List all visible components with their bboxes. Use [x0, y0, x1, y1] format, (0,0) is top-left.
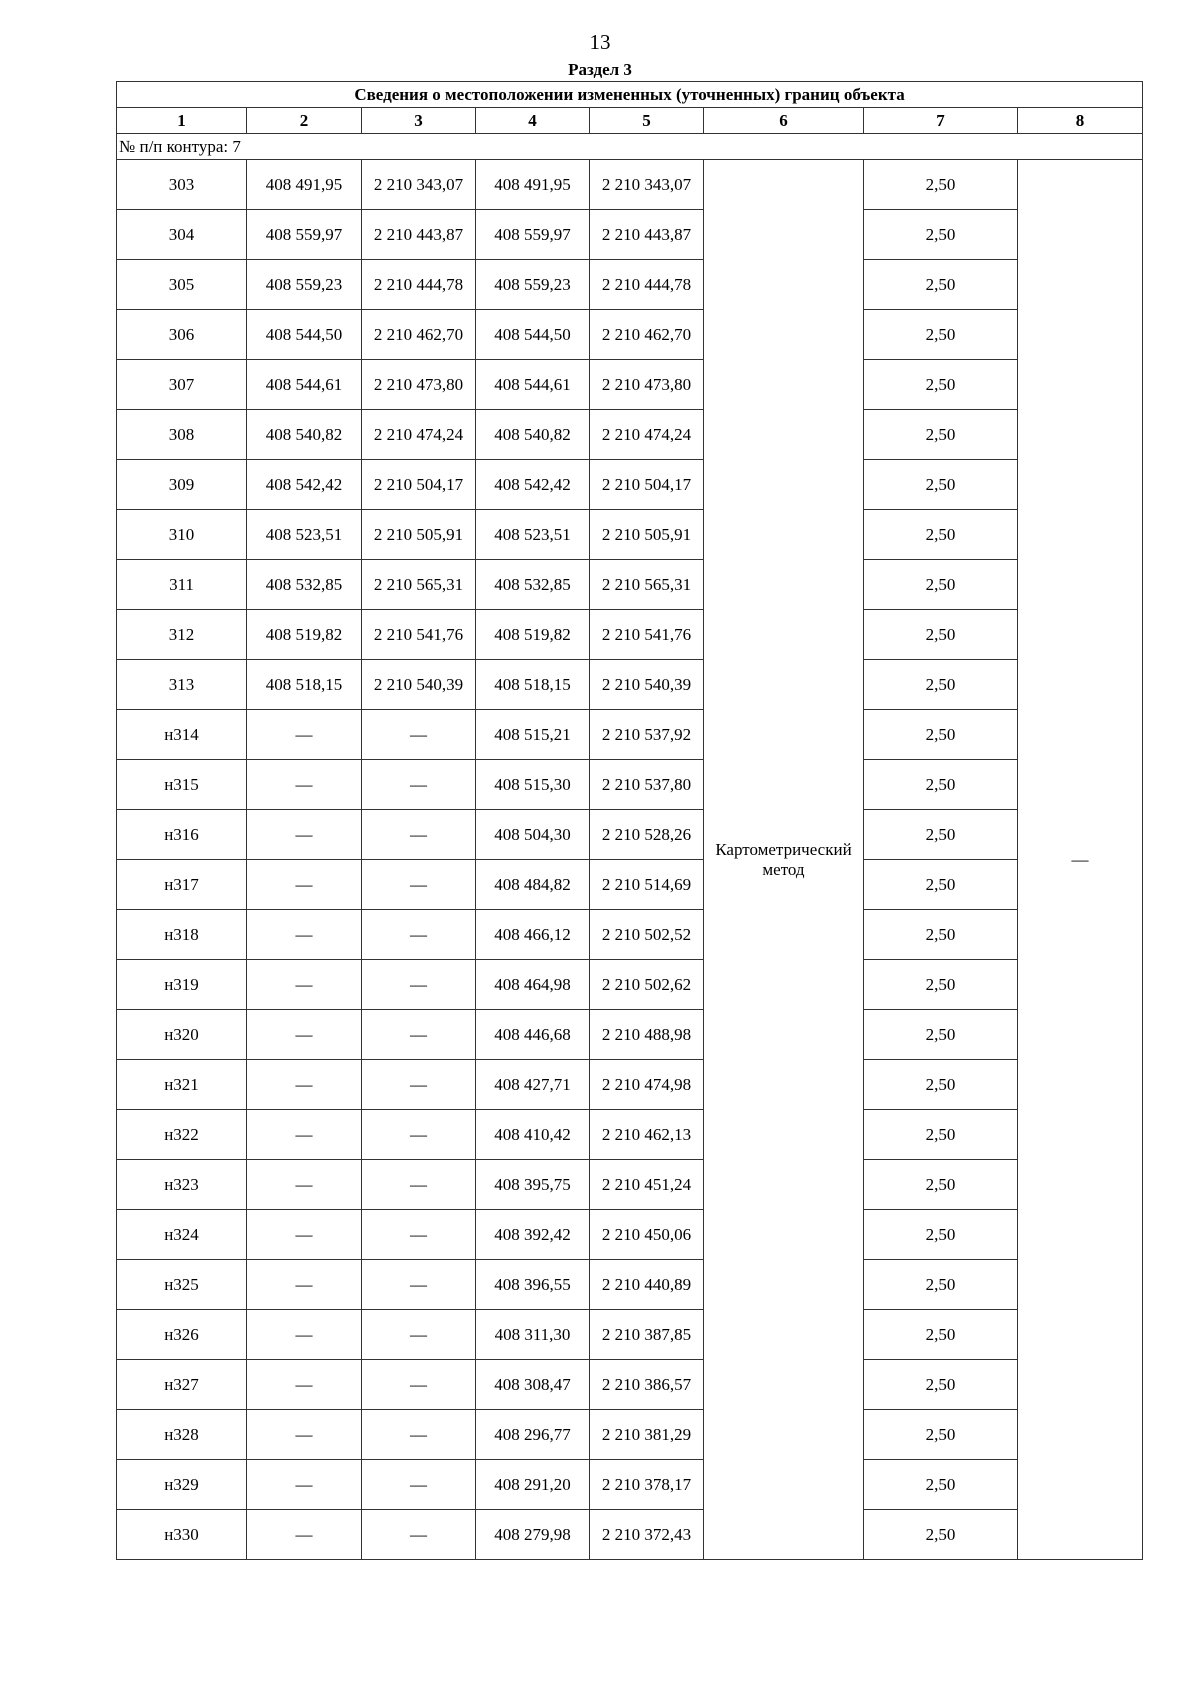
new-x: 408 559,23	[476, 260, 590, 310]
accuracy: 2,50	[864, 510, 1018, 560]
new-x: 408 296,77	[476, 1410, 590, 1460]
new-y: 2 210 528,26	[590, 810, 704, 860]
table-row	[117, 1260, 1143, 1310]
new-x: 408 544,61	[476, 360, 590, 410]
new-x: 408 396,55	[476, 1260, 590, 1310]
accuracy: 2,50	[864, 1210, 1018, 1260]
old-x: —	[247, 1410, 362, 1460]
new-y: 2 210 504,17	[590, 460, 704, 510]
old-y: —	[362, 1510, 476, 1560]
column-header: 2	[247, 108, 362, 134]
point-number: 309	[117, 460, 247, 510]
accuracy: 2,50	[864, 760, 1018, 810]
old-y: —	[362, 960, 476, 1010]
new-y: 2 210 440,89	[590, 1260, 704, 1310]
old-x: 408 559,23	[247, 260, 362, 310]
point-number: 305	[117, 260, 247, 310]
old-y: —	[362, 860, 476, 910]
old-x: 408 491,95	[247, 160, 362, 210]
old-y: —	[362, 1410, 476, 1460]
point-number: н321	[117, 1060, 247, 1110]
point-number: н319	[117, 960, 247, 1010]
new-y: 2 210 474,98	[590, 1060, 704, 1110]
accuracy: 2,50	[864, 560, 1018, 610]
old-y: —	[362, 1210, 476, 1260]
old-y: 2 210 462,70	[362, 310, 476, 360]
new-x: 408 427,71	[476, 1060, 590, 1110]
old-x: —	[247, 910, 362, 960]
column-header: 8	[1018, 108, 1143, 134]
new-x: 408 542,42	[476, 460, 590, 510]
table-row	[117, 410, 1143, 460]
table-row	[117, 1410, 1143, 1460]
accuracy: 2,50	[864, 1260, 1018, 1310]
point-number: 313	[117, 660, 247, 710]
point-number: н326	[117, 1310, 247, 1360]
point-number: н320	[117, 1010, 247, 1060]
point-number: 312	[117, 610, 247, 660]
new-x: 408 308,47	[476, 1360, 590, 1410]
table-row	[117, 510, 1143, 560]
old-y: 2 210 444,78	[362, 260, 476, 310]
new-y: 2 210 387,85	[590, 1310, 704, 1360]
old-y: —	[362, 710, 476, 760]
table-row	[117, 1110, 1143, 1160]
old-x: 408 519,82	[247, 610, 362, 660]
new-x: 408 519,82	[476, 610, 590, 660]
column-header: 3	[362, 108, 476, 134]
new-y: 2 210 343,07	[590, 160, 704, 210]
col8-cell: —	[1018, 160, 1143, 1560]
table-row	[117, 210, 1143, 260]
table-row	[117, 660, 1143, 710]
accuracy: 2,50	[864, 1160, 1018, 1210]
new-x: 408 540,82	[476, 410, 590, 460]
accuracy: 2,50	[864, 1010, 1018, 1060]
point-number: н316	[117, 810, 247, 860]
new-y: 2 210 565,31	[590, 560, 704, 610]
old-y: 2 210 343,07	[362, 160, 476, 210]
old-x: —	[247, 1360, 362, 1410]
old-y: —	[362, 1460, 476, 1510]
new-x: 408 484,82	[476, 860, 590, 910]
old-x: —	[247, 1510, 362, 1560]
column-header: 6	[704, 108, 864, 134]
old-y: —	[362, 1160, 476, 1210]
new-y: 2 210 462,13	[590, 1110, 704, 1160]
table-row	[117, 860, 1143, 910]
old-x: —	[247, 1110, 362, 1160]
new-y: 2 210 443,87	[590, 210, 704, 260]
table-row	[117, 1510, 1143, 1560]
new-y: 2 210 537,92	[590, 710, 704, 760]
new-x: 408 518,15	[476, 660, 590, 710]
new-x: 408 395,75	[476, 1160, 590, 1210]
new-y: 2 210 372,43	[590, 1510, 704, 1560]
accuracy: 2,50	[864, 910, 1018, 960]
old-x: 408 544,61	[247, 360, 362, 410]
column-header: 5	[590, 108, 704, 134]
page-number: 13	[589, 30, 611, 54]
new-x: 408 464,98	[476, 960, 590, 1010]
accuracy: 2,50	[864, 210, 1018, 260]
column-header-row	[117, 108, 1143, 134]
new-x: 408 392,42	[476, 1210, 590, 1260]
old-x: —	[247, 1010, 362, 1060]
new-y: 2 210 444,78	[590, 260, 704, 310]
old-x: —	[247, 1060, 362, 1110]
old-y: —	[362, 1110, 476, 1160]
point-number: н317	[117, 860, 247, 910]
accuracy: 2,50	[864, 410, 1018, 460]
new-x: 408 532,85	[476, 560, 590, 610]
new-x: 408 523,51	[476, 510, 590, 560]
old-x: —	[247, 1460, 362, 1510]
new-x: 408 311,30	[476, 1310, 590, 1360]
accuracy: 2,50	[864, 710, 1018, 760]
new-y: 2 210 541,76	[590, 610, 704, 660]
new-x: 408 446,68	[476, 1010, 590, 1060]
point-number: 310	[117, 510, 247, 560]
old-y: 2 210 505,91	[362, 510, 476, 560]
point-number: н322	[117, 1110, 247, 1160]
old-y: —	[362, 1310, 476, 1360]
table-row	[117, 610, 1143, 660]
old-y: 2 210 541,76	[362, 610, 476, 660]
old-x: 408 540,82	[247, 410, 362, 460]
accuracy: 2,50	[864, 1060, 1018, 1110]
point-number: 307	[117, 360, 247, 410]
point-number: н314	[117, 710, 247, 760]
new-x: 408 466,12	[476, 910, 590, 960]
new-y: 2 210 450,06	[590, 1210, 704, 1260]
point-number: 311	[117, 560, 247, 610]
table-row	[117, 1160, 1143, 1210]
old-y: —	[362, 810, 476, 860]
table-row	[117, 1060, 1143, 1110]
point-number: н325	[117, 1260, 247, 1310]
point-number: 303	[117, 160, 247, 210]
old-x: —	[247, 1160, 362, 1210]
point-number: 308	[117, 410, 247, 460]
old-y: 2 210 504,17	[362, 460, 476, 510]
old-x: 408 532,85	[247, 560, 362, 610]
accuracy: 2,50	[864, 960, 1018, 1010]
old-y: —	[362, 910, 476, 960]
old-x: 408 518,15	[247, 660, 362, 710]
new-x: 408 291,20	[476, 1460, 590, 1510]
old-x: —	[247, 960, 362, 1010]
contour-label: № п/п контура: 7	[117, 134, 1143, 160]
table-row	[117, 1010, 1143, 1060]
table-title: Сведения о местоположении измененных (уточненных) границ объекта	[117, 82, 1143, 108]
table-row	[117, 310, 1143, 360]
old-x: —	[247, 1310, 362, 1360]
accuracy: 2,50	[864, 1360, 1018, 1410]
accuracy: 2,50	[864, 1410, 1018, 1460]
old-y: 2 210 443,87	[362, 210, 476, 260]
table-row	[117, 1360, 1143, 1410]
new-y: 2 210 502,62	[590, 960, 704, 1010]
accuracy: 2,50	[864, 310, 1018, 360]
old-y: —	[362, 1360, 476, 1410]
accuracy: 2,50	[864, 660, 1018, 710]
accuracy: 2,50	[864, 460, 1018, 510]
point-number: н328	[117, 1410, 247, 1460]
old-x: —	[247, 1260, 362, 1310]
old-y: 2 210 540,39	[362, 660, 476, 710]
accuracy: 2,50	[864, 610, 1018, 660]
point-number: 306	[117, 310, 247, 360]
new-y: 2 210 505,91	[590, 510, 704, 560]
old-y: 2 210 565,31	[362, 560, 476, 610]
old-x: 408 523,51	[247, 510, 362, 560]
new-x: 408 504,30	[476, 810, 590, 860]
accuracy: 2,50	[864, 260, 1018, 310]
point-number: н318	[117, 910, 247, 960]
point-number: 304	[117, 210, 247, 260]
table-row	[117, 1310, 1143, 1360]
table-row	[117, 460, 1143, 510]
new-y: 2 210 488,98	[590, 1010, 704, 1060]
accuracy: 2,50	[864, 810, 1018, 860]
accuracy: 2,50	[864, 1460, 1018, 1510]
old-y: 2 210 473,80	[362, 360, 476, 410]
old-x: —	[247, 810, 362, 860]
accuracy: 2,50	[864, 860, 1018, 910]
point-number: н323	[117, 1160, 247, 1210]
accuracy: 2,50	[864, 1510, 1018, 1560]
new-y: 2 210 540,39	[590, 660, 704, 710]
table-row	[117, 1210, 1143, 1260]
column-header: 4	[476, 108, 590, 134]
new-x: 408 559,97	[476, 210, 590, 260]
table-row	[117, 910, 1143, 960]
table-row	[117, 1460, 1143, 1510]
new-x: 408 279,98	[476, 1510, 590, 1560]
old-x: 408 544,50	[247, 310, 362, 360]
table-row	[117, 560, 1143, 610]
new-y: 2 210 451,24	[590, 1160, 704, 1210]
point-number: н327	[117, 1360, 247, 1410]
new-y: 2 210 381,29	[590, 1410, 704, 1460]
new-y: 2 210 502,52	[590, 910, 704, 960]
new-y: 2 210 514,69	[590, 860, 704, 910]
old-y: —	[362, 1260, 476, 1310]
old-y: —	[362, 760, 476, 810]
old-x: —	[247, 1210, 362, 1260]
accuracy: 2,50	[864, 1310, 1018, 1360]
new-x: 408 491,95	[476, 160, 590, 210]
old-x: 408 542,42	[247, 460, 362, 510]
old-y: 2 210 474,24	[362, 410, 476, 460]
old-x: —	[247, 710, 362, 760]
old-x: —	[247, 860, 362, 910]
new-y: 2 210 462,70	[590, 310, 704, 360]
point-number: н330	[117, 1510, 247, 1560]
section-title: Раздел 3	[568, 60, 632, 79]
new-y: 2 210 378,17	[590, 1460, 704, 1510]
new-y: 2 210 386,57	[590, 1360, 704, 1410]
accuracy: 2,50	[864, 160, 1018, 210]
table-row	[117, 810, 1143, 860]
new-y: 2 210 473,80	[590, 360, 704, 410]
table-row	[117, 960, 1143, 1010]
column-header: 1	[117, 108, 247, 134]
table-row	[117, 710, 1143, 760]
new-y: 2 210 537,80	[590, 760, 704, 810]
old-y: —	[362, 1060, 476, 1110]
method-cell: Картометрический метод	[704, 160, 864, 1560]
boundary-table	[116, 81, 1143, 1560]
table-row	[117, 760, 1143, 810]
old-y: —	[362, 1010, 476, 1060]
table-row	[117, 360, 1143, 410]
new-x: 408 410,42	[476, 1110, 590, 1160]
new-x: 408 515,30	[476, 760, 590, 810]
old-x: —	[247, 760, 362, 810]
table-row	[117, 260, 1143, 310]
point-number: н324	[117, 1210, 247, 1260]
old-x: 408 559,97	[247, 210, 362, 260]
accuracy: 2,50	[864, 1110, 1018, 1160]
column-header: 7	[864, 108, 1018, 134]
table-row	[117, 160, 1143, 210]
point-number: н315	[117, 760, 247, 810]
accuracy: 2,50	[864, 360, 1018, 410]
new-x: 408 544,50	[476, 310, 590, 360]
point-number: н329	[117, 1460, 247, 1510]
new-y: 2 210 474,24	[590, 410, 704, 460]
new-x: 408 515,21	[476, 710, 590, 760]
